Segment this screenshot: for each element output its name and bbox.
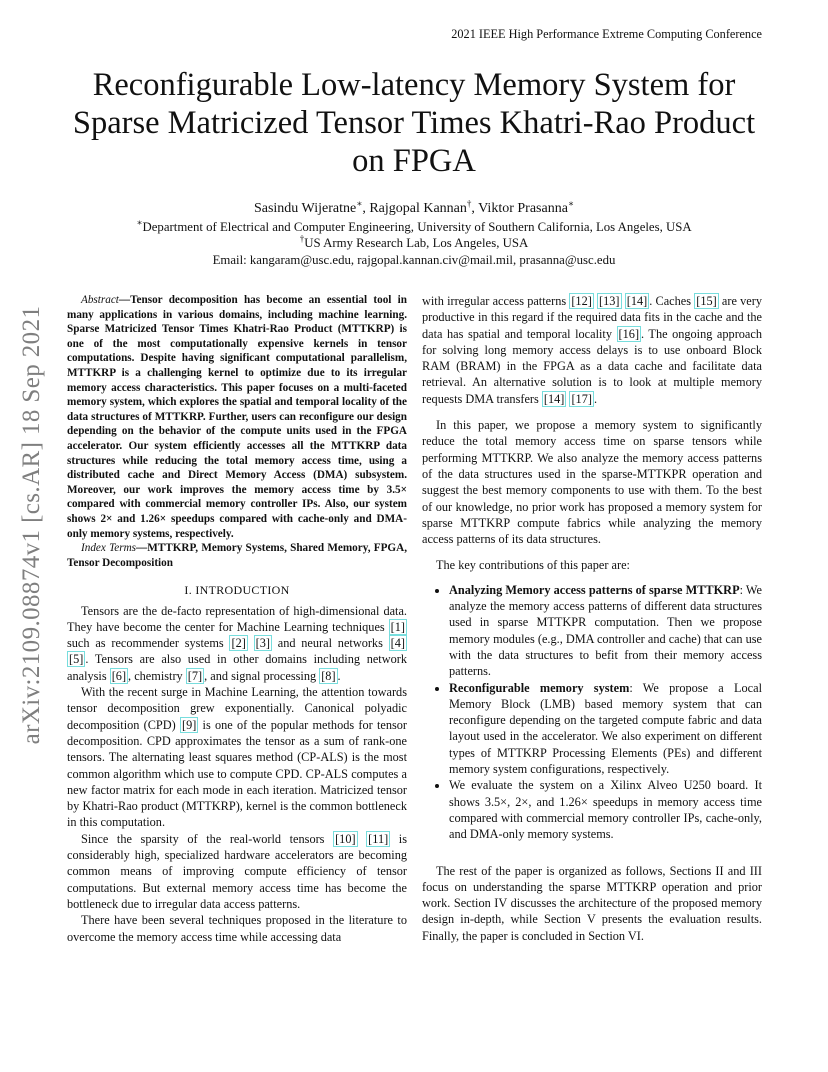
paragraph: The rest of the paper is organized as follows, Sections II and III focus on understanding the sparse MTTKRP operation and prior work. Section IV discusses the architecture of the proposed memory design in-depth, while Section V presents the evaluation results. Finally, the paper is concluded in Section VI. bbox=[422, 863, 762, 943]
author-name: Viktor Prasanna bbox=[478, 201, 568, 216]
citation-link[interactable]: [9] bbox=[181, 717, 197, 732]
paragraph: Tensors are the de-facto representation of high-dimensional data. They have become the center for Machine Learning techniques [1] such as recommender systems [2] [3] and neural networks [4] [5] . Tensors are also used in other domains including network analysis [6] , chemistry [7] , and signal processing [8] . bbox=[67, 603, 407, 683]
citation-link[interactable]: [4] bbox=[390, 636, 406, 651]
affiliation-2: †US Army Research Lab, Los Angeles, USA bbox=[299, 233, 529, 250]
title-line-2: Sparse Matricized Tensor Times Khatri-Rao Product bbox=[72, 105, 756, 141]
author-mark: † bbox=[466, 198, 472, 209]
citation-link[interactable]: [5] bbox=[69, 652, 84, 667]
author-mark: ∗ bbox=[567, 198, 575, 209]
paragraph: The key contributions of this paper are: bbox=[436, 558, 630, 573]
index-terms: Index Terms—MTTKRP, Memory Systems, Shared Memory, FPGA, Tensor Decomposition bbox=[67, 542, 407, 569]
list-item: • Reconfigurable memory system: We propose a Local Memory Block (LMB) based memory system that can reconfigure depending on the targeted compute fabric and data layout used in the accelerator. We also experiment on different types of MTTKRP Processing Elements (PEs) and different memory system configurations, respectively. bbox=[449, 680, 762, 778]
citation-link[interactable]: [1] bbox=[390, 619, 405, 634]
author-list: Sasindu Wijeratne∗, Rajgopal Kannan†, Viktor Prasanna∗ bbox=[253, 198, 575, 216]
list-item: • Analyzing Memory access patterns of sparse MTTKRP: We analyze the memory access patterns of different data structures used in sparse MTTKPR computation. Then we propose memory modules (e.g., DMA controller and cache) that can use with the data structures to befit from their memory access patterns. bbox=[449, 582, 762, 680]
citation-link[interactable]: [10] bbox=[335, 831, 356, 846]
citation-link[interactable]: [7] bbox=[187, 668, 203, 683]
paragraph: Since the sparsity of the real-world tensors [10] [11] is considerably high, specialized hardware accelerators are becoming common means of improving compute efficiency of tensor computations. But external memory access time has become the bottleneck due to irregular data access patterns. bbox=[67, 831, 407, 911]
author-mark: ∗ bbox=[356, 198, 363, 209]
citation-link[interactable]: [15] bbox=[696, 294, 717, 308]
paragraph: With the recent surge in Machine Learning, the attention towards tensor decomposition grew exponentially. Canonical polyadic decomposition (CPD) [9] is one of the popular methods for tensor decomposition. CPD approximates the tensor as a sum of rank-one tensors. The alternating least squares method (CP-ALS) is the most common algorithm which use to compute CPD. CP-ALS computes a new factor matrix for each mode in each iteration. Matricized tensor by Khatri-Rao product (MTTKRP), kernel is the common bottleneck in this computation. bbox=[67, 685, 407, 830]
citation-link[interactable]: [6] bbox=[111, 668, 127, 683]
citation-link[interactable]: [14] bbox=[626, 294, 648, 308]
email-line: Email: kangaram@usc.edu, rajgopal.kannan.civ@mail.mil, prasanna@usc.edu bbox=[212, 253, 616, 267]
title-line-3: on FPGA bbox=[352, 143, 476, 179]
contributions-list bbox=[422, 582, 762, 843]
arxiv-sidebar bbox=[6, 290, 58, 760]
citation-link[interactable]: [13] bbox=[599, 294, 620, 308]
abstract: Abstract—Tensor decomposition has become an essential tool in many applications in various domains, including machine learning. Sparse Matricized Tensor Times Khatri-Rao Product (MTTKRP) is one of the most computationally expensive kernels in tensor computations. Despite having significant computational parallelism, MTTKRP is a challenging kernel to optimize due to its irregular memory access characteristics. This paper focuses on a multi-faceted memory system, which explores the spatial and temporal locality of the data structures of MTTKRP. Further, users can reconfigure our design depending on the behavior of the compute units used in the FPGA accelerator. Our system efficiently accesses all the MTTKRP data structures while reducing the total memory access time, using a distributed cache and Direct Memory Access (DMA) subsystem. Moreover, our work improves the memory access time by 3.5× compared with commercial memory controller IPs. Also, our system shows 2× and 1.26× speedups compared with cache-only and DMA-only memory systems, respectively. bbox=[67, 294, 407, 540]
citation-link[interactable]: [3] bbox=[255, 636, 270, 651]
author-name: Rajgopal Kannan bbox=[369, 201, 467, 216]
right-column bbox=[422, 293, 762, 944]
paragraph: There have been several techniques proposed in the literature to overcome the memory access time while accessing data bbox=[67, 913, 407, 944]
left-column bbox=[67, 293, 407, 945]
arxiv-id[interactable]: arXiv:2109.08874v1 [cs.AR] 18 Sep 2021 bbox=[18, 305, 45, 745]
citation-link[interactable]: [12] bbox=[571, 294, 592, 308]
citation-link[interactable]: [16] bbox=[618, 326, 640, 341]
citation-link[interactable]: [2] bbox=[231, 636, 246, 651]
citation-link[interactable]: [11] bbox=[368, 831, 389, 846]
conference-header: 2021 IEEE High Performance Extreme Computing Conference bbox=[451, 27, 762, 41]
citation-link[interactable]: [17] bbox=[571, 391, 592, 406]
paper-title bbox=[60, 66, 768, 180]
title-line-1: Reconfigurable Low-latency Memory System for bbox=[92, 67, 736, 103]
affiliation-1: ∗Department of Electrical and Computer Engineering, University of Southern California, Los Angeles, USA bbox=[136, 217, 692, 234]
citation-link[interactable]: [8] bbox=[321, 668, 336, 683]
author-name: Sasindu Wijeratne bbox=[253, 201, 357, 216]
list-item: • We evaluate the system on a Xilinx Alveo U250 board. It shows 3.5×, 2×, and 1.26× speedups in memory access time compared with commercial memory controller IPs, cache-only, and DMA-only memory systems. bbox=[449, 777, 762, 842]
section-heading: I. INTRODUCTION bbox=[184, 583, 290, 598]
paragraph: In this paper, we propose a memory system to significantly reduce the total memory access time on sparse tensors while performing MTTKRP. We also analyze the memory access patterns of the data structures used in the sparse-MTTKPR operation and suggest the best memory components to use with them. To the best of our knowledge, no prior work has proposed a memory system for sparse MTTKRP compute fabrics while analyzing the memory access patterns of its data structures. bbox=[422, 418, 762, 547]
citation-link[interactable]: [14] bbox=[543, 391, 565, 406]
paragraph: with irregular access patterns [12] [13] [14] . Caches [15] are very productive in this regard if the required data fits in the cache and the data has spatial and temporal locality [16] . The ongoing approach for solving long memory access delays is to use onboard Block RAM (BRAM) in the FPGA as a data cache and facilitate data retrieval. An alternative solution is to look at multiple memory requests DMA transfers [14] [17] . bbox=[422, 294, 762, 406]
